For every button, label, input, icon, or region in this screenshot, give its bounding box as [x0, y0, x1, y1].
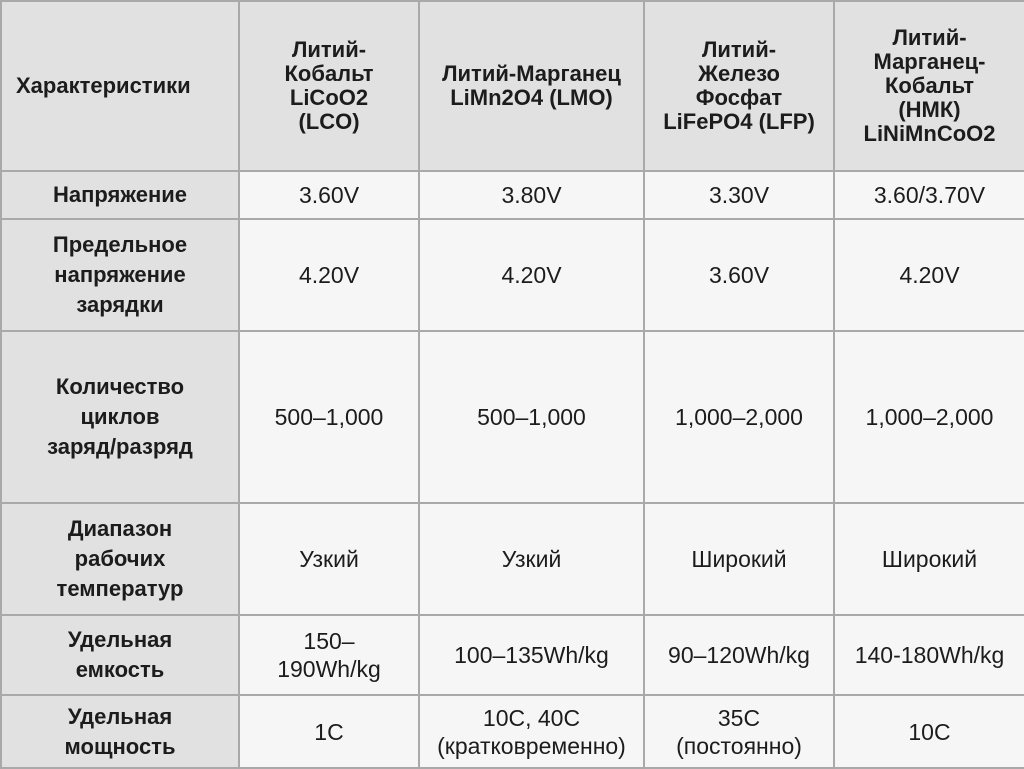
header-text: Фосфат — [695, 85, 783, 110]
cell-lfp-cycle-count — [644, 331, 834, 503]
header-text: LiNiMnCoO2 — [863, 121, 996, 146]
header-text: (LCO) — [298, 109, 360, 134]
cell-lfp-voltage — [644, 171, 834, 219]
cell-lco-voltage — [239, 171, 419, 219]
cell-text: 4.20V — [298, 262, 360, 288]
header-text: Железо — [698, 61, 780, 86]
header-lfp — [644, 1, 834, 171]
cell-lco-specific-power — [239, 695, 419, 768]
table-row-specific-energy — [1, 615, 1024, 695]
header-text: Литий-Марганец — [442, 61, 621, 86]
header-text: Кобальт — [284, 61, 374, 86]
cell-text: 3.60V — [298, 182, 360, 208]
row-label-text: Напряжение — [53, 182, 187, 207]
row-label-specific-power — [1, 695, 239, 768]
row-label-text: мощность — [64, 733, 176, 759]
header-text: Литий- — [701, 37, 777, 62]
row-label-specific-energy — [1, 615, 239, 695]
cell-nmc-max-charge-voltage — [834, 219, 1024, 331]
row-label-cycle-count — [1, 331, 239, 503]
cell-text: 140-180Wh/kg — [854, 642, 1005, 668]
header-lmo — [419, 1, 644, 171]
cell-text: 90–120Wh/kg — [668, 642, 810, 668]
row-label-text: Диапазон — [67, 516, 173, 541]
cell-text: 10C — [908, 718, 951, 745]
cell-text: 500–1,000 — [274, 404, 384, 430]
cell-text: Широкий — [881, 546, 978, 572]
cell-lco-specific-energy — [239, 615, 419, 695]
cell-text: 3.80V — [501, 182, 562, 208]
header-text: LiMn2O4 (LMO) — [450, 85, 613, 110]
cell-nmc-specific-power — [834, 695, 1024, 768]
row-label-text: Удельная — [67, 703, 173, 729]
cell-lmo-max-charge-voltage — [419, 219, 644, 331]
cell-text: 3.60V — [708, 262, 770, 288]
cell-text: 190Wh/kg — [277, 656, 381, 682]
cell-text: 3.30V — [708, 182, 770, 208]
row-label-text: зарядки — [76, 292, 164, 317]
cell-text: 3.60/3.70V — [873, 182, 986, 208]
table-row-cycle-count — [1, 331, 1024, 503]
header-row — [1, 1, 1024, 171]
cell-text: 100–135Wh/kg — [454, 642, 609, 668]
cell-lmo-specific-energy — [419, 615, 644, 695]
header-text: LiCoO2 — [289, 85, 369, 110]
cell-lco-max-charge-voltage — [239, 219, 419, 331]
row-label-temperature-range — [1, 503, 239, 615]
cell-lfp-max-charge-voltage — [644, 219, 834, 331]
cell-lco-cycle-count — [239, 331, 419, 503]
header-text: (НМК) — [898, 97, 961, 122]
row-label-voltage — [1, 171, 239, 219]
cell-lfp-specific-power — [644, 695, 834, 768]
row-label-text: Предельное — [52, 232, 188, 257]
cell-text: (кратковременно) — [437, 732, 626, 759]
header-nmc — [834, 1, 1024, 171]
table-row-temperature-range — [1, 503, 1024, 615]
row-label-text: заряд/разряд — [47, 434, 193, 459]
cell-lmo-voltage — [419, 171, 644, 219]
cell-text: 500–1,000 — [477, 404, 586, 430]
cell-text: 1,000–2,000 — [865, 404, 994, 430]
row-label-text: Удельная — [67, 627, 173, 652]
header-lco — [239, 1, 419, 171]
row-label-text: циклов — [80, 404, 160, 429]
cell-text: 4.20V — [501, 262, 562, 288]
table-row-specific-power — [1, 695, 1024, 768]
cell-nmc-specific-energy — [834, 615, 1024, 695]
table-row-max-charge-voltage — [1, 219, 1024, 331]
table-row-voltage — [1, 171, 1024, 219]
cell-text: 4.20V — [899, 262, 960, 288]
cell-text: 10C, 40C — [482, 704, 581, 731]
cell-lco-temperature-range — [239, 503, 419, 615]
cell-text: Узкий — [299, 546, 359, 572]
cell-nmc-temperature-range — [834, 503, 1024, 615]
row-label-text: температур — [56, 576, 184, 601]
cell-text: 35C — [717, 704, 761, 731]
row-label-text: напряжение — [54, 262, 186, 287]
cell-text: (постоянно) — [676, 732, 802, 759]
row-label-text: рабочих — [74, 546, 166, 571]
row-label-max-charge-voltage — [1, 219, 239, 331]
header-characteristics: Характеристики — [1, 1, 239, 171]
cell-text: Широкий — [691, 546, 787, 572]
cell-lmo-cycle-count — [419, 331, 644, 503]
header-text: Литий- — [291, 37, 367, 62]
cell-text: Узкий — [501, 546, 562, 572]
header-text: Кобальт — [884, 73, 975, 98]
row-label-text: Количество — [55, 374, 185, 399]
cell-text: 1C — [314, 718, 344, 745]
header-text: Литий- — [892, 25, 967, 50]
row-label-text: емкость — [75, 657, 165, 682]
cell-text: 150– — [303, 628, 355, 654]
cell-lfp-temperature-range — [644, 503, 834, 615]
header-text: LiFePO4 (LFP) — [663, 109, 815, 134]
cell-nmc-cycle-count — [834, 331, 1024, 503]
cell-lmo-specific-power — [419, 695, 644, 768]
cell-text: 1,000–2,000 — [675, 404, 803, 430]
cell-lmo-temperature-range — [419, 503, 644, 615]
cell-lfp-specific-energy — [644, 615, 834, 695]
cell-nmc-voltage — [834, 171, 1024, 219]
header-text: Марганец- — [873, 49, 986, 74]
